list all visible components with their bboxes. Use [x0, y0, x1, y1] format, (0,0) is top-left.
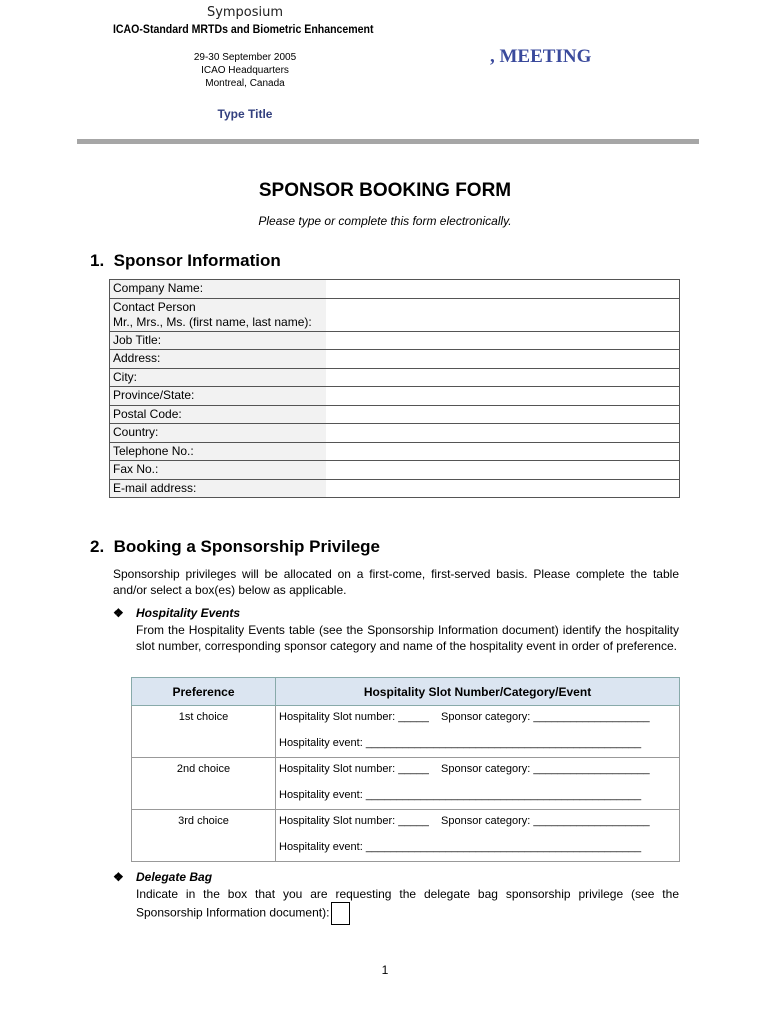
country-field[interactable] [326, 424, 680, 443]
sponsor-info-table [109, 279, 680, 498]
table-row [110, 405, 680, 424]
event-dates: 29-30 September 2005 [193, 52, 297, 63]
section-1-heading: 1. Sponsor Information [90, 251, 281, 270]
event-line[interactable]: Hospitality event: _____________________________________________ [279, 737, 642, 749]
table-row [132, 706, 680, 758]
section-2-intro: Sponsorship privileges will be allocated on a first-come, first-served basis. Please complete the table and/or select a box(es) below as applicable. [113, 567, 679, 597]
preference-cell: 3rd choice [132, 810, 276, 862]
table-row [110, 350, 680, 369]
event-venue: ICAO Headquarters [201, 65, 289, 76]
table-row [110, 298, 680, 331]
table-row [110, 368, 680, 387]
table-row [110, 479, 680, 498]
field-label: Job Title: [110, 331, 327, 350]
postal-code-field[interactable] [326, 405, 680, 424]
table-row [110, 461, 680, 480]
address-field[interactable] [326, 350, 680, 369]
delegate-bag-text: Indicate in the box that you are requesting the delegate bag sponsorship privilege (see the Sponsorship Information document): [136, 887, 679, 920]
diamond-bullet-icon: ❖ [113, 870, 124, 884]
event-line[interactable]: Hospitality event: _____________________________________________ [279, 789, 642, 801]
table-row [132, 758, 680, 810]
slot-line[interactable]: Hospitality Slot number: _____ Sponsor category: ___________________ [279, 711, 650, 723]
table-row [110, 424, 680, 443]
form-subtitle: Please type or complete this form electronically. [258, 214, 512, 228]
table-row [110, 387, 680, 406]
delegate-bag-checkbox[interactable] [331, 902, 350, 925]
table-row [110, 331, 680, 350]
table-row [110, 280, 680, 299]
table-header-row [132, 678, 680, 706]
field-label: Company Name: [110, 280, 327, 299]
event-city: Montreal, Canada [205, 78, 285, 89]
field-label: E-mail address: [110, 479, 327, 498]
job-title-field[interactable] [326, 331, 680, 350]
delegate-bag-heading [113, 870, 212, 884]
slot-line[interactable]: Hospitality Slot number: _____ Sponsor category: ___________________ [279, 815, 650, 827]
type-title: Type Title [217, 107, 273, 121]
hospitality-heading [113, 606, 240, 620]
field-label: Telephone No.: [110, 442, 327, 461]
province-field[interactable] [326, 387, 680, 406]
header-divider [77, 139, 699, 144]
field-label: City: [110, 368, 327, 387]
fax-field[interactable] [326, 461, 680, 480]
field-label [110, 298, 327, 331]
hospitality-body: From the Hospitality Events table (see the Sponsorship Information document) identify the hospitality slot number, corresponding sponsor category and name of the hospitality event in order of preference. [136, 623, 679, 653]
field-label: Province/State: [110, 387, 327, 406]
detail-cell[interactable] [276, 810, 680, 862]
detail-cell[interactable] [276, 706, 680, 758]
company-name-field[interactable] [326, 280, 680, 299]
delegate-bag-heading-text: Delegate Bag [136, 870, 213, 884]
table-row [110, 442, 680, 461]
form-title: SPONSOR BOOKING FORM [258, 180, 512, 201]
preference-cell: 2nd choice [132, 758, 276, 810]
meeting-label: , MEETING [490, 46, 592, 67]
contact-label-line1: Contact Person [113, 299, 196, 314]
event-line[interactable]: Hospitality event: _____________________________________________ [279, 841, 642, 853]
telephone-field[interactable] [326, 442, 680, 461]
slot-line[interactable]: Hospitality Slot number: _____ Sponsor category: ___________________ [279, 763, 650, 775]
contact-person-field[interactable] [326, 298, 680, 331]
field-label: Fax No.: [110, 461, 327, 480]
hospitality-heading-text: Hospitality Events [136, 606, 241, 620]
field-label: Country: [110, 424, 327, 443]
delegate-bag-body [136, 886, 679, 925]
city-field[interactable] [326, 368, 680, 387]
symposium-label: Symposium [206, 5, 284, 20]
table-row [132, 810, 680, 862]
event-title: ICAO-Standard MRTDs and Biometric Enhancement [113, 22, 374, 36]
email-field[interactable] [326, 479, 680, 498]
page-number: 1 [381, 963, 389, 977]
preference-cell: 1st choice [132, 706, 276, 758]
field-label: Address: [110, 350, 327, 369]
field-label: Postal Code: [110, 405, 327, 424]
diamond-bullet-icon: ❖ [113, 606, 124, 620]
section-2-heading: 2. Booking a Sponsorship Privilege [90, 537, 381, 556]
column-header-detail: Hospitality Slot Number/Category/Event [276, 678, 680, 706]
contact-label-line2: Mr., Mrs., Ms. (first name, last name): [113, 314, 312, 329]
hospitality-table [131, 677, 680, 862]
detail-cell[interactable] [276, 758, 680, 810]
column-header-preference: Preference [132, 678, 276, 706]
